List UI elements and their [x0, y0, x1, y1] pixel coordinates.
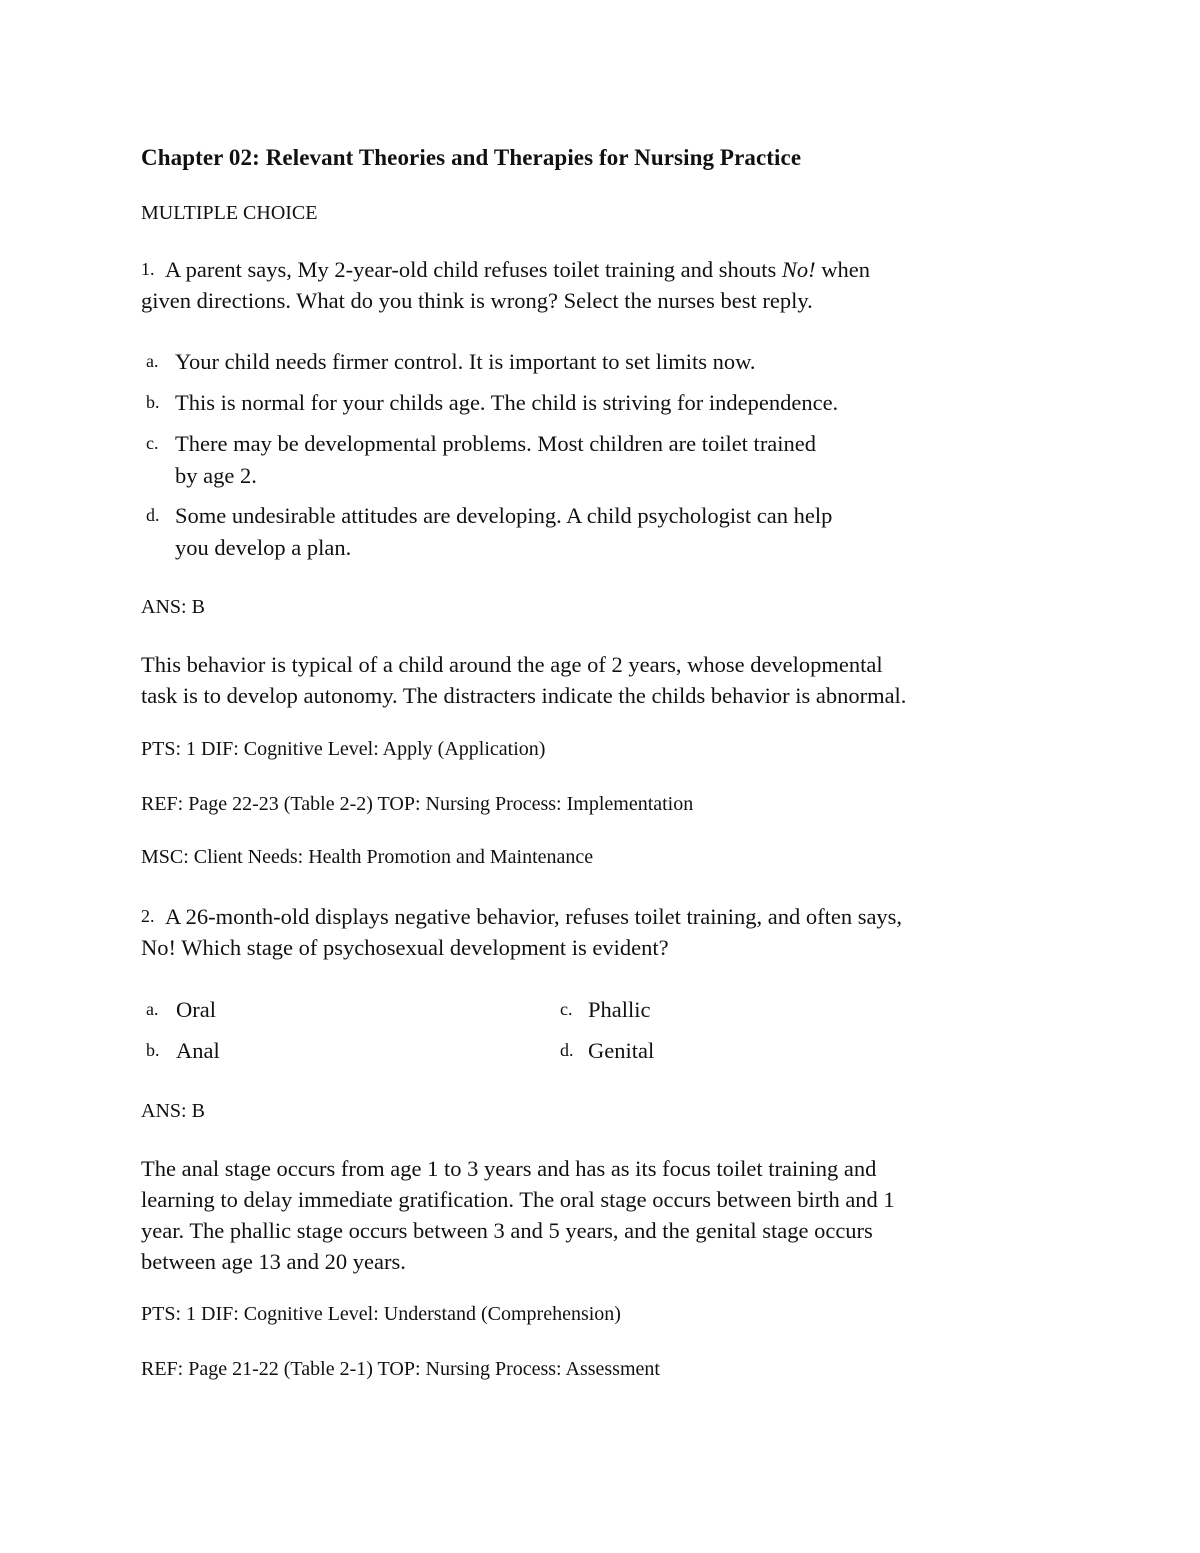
question-number: 2.: [141, 906, 155, 926]
rationale-line: year. The phallic stage occurs between 3 and 5 years, and the genital stage occurs: [141, 1218, 873, 1243]
section-heading: MULTIPLE CHOICE: [141, 202, 318, 224]
question-stem-text: A parent says, My 2-year-old child refuses toilet training and shouts: [165, 257, 782, 282]
option-text-continued: you develop a plan.: [175, 535, 352, 560]
option-letter: c.: [560, 999, 573, 1019]
option-letter: b.: [146, 1040, 160, 1060]
option-letter: a.: [146, 351, 159, 371]
rationale-line: The anal stage occurs from age 1 to 3 years and has as its focus toilet training and: [141, 1156, 877, 1181]
reference-topic: REF: Page 21-22 (Table 2-1) TOP: Nursing Process: Assessment: [141, 1358, 660, 1380]
option-letter: d.: [560, 1040, 574, 1060]
reference-topic: REF: Page 22-23 (Table 2-2) TOP: Nursing Process: Implementation: [141, 793, 694, 815]
rationale-line: learning to delay immediate gratification. The oral stage occurs between birth and 1: [141, 1187, 895, 1212]
option-text: Some undesirable attitudes are developing. A child psychologist can help: [175, 503, 833, 528]
option-letter: c.: [146, 433, 159, 453]
rationale-line: task is to develop autonomy. The distracters indicate the childs behavior is abnormal.: [141, 683, 907, 708]
option-letter: d.: [146, 505, 160, 525]
question-stem-text: when: [815, 257, 871, 282]
question-stem-line: No! Which stage of psychosexual development is evident?: [141, 935, 669, 960]
rationale-line: between age 13 and 20 years.: [141, 1249, 406, 1274]
option-text: Oral: [176, 997, 216, 1022]
question-stem-line: [165, 254, 870, 286]
option-text: Phallic: [588, 997, 651, 1022]
option-text: Your child needs firmer control. It is important to set limits now.: [175, 349, 756, 374]
question-number: 1.: [141, 259, 155, 279]
client-needs: MSC: Client Needs: Health Promotion and Maintenance: [141, 846, 594, 868]
question-stem-emphasis: No!: [781, 257, 816, 282]
chapter-title: Chapter 02: Relevant Theories and Therapies for Nursing Practice: [141, 145, 802, 170]
option-letter: a.: [146, 999, 159, 1019]
option-text: This is normal for your childs age. The child is striving for independence.: [175, 390, 839, 415]
option-text: There may be developmental problems. Most children are toilet trained: [175, 431, 817, 456]
question-stem-line: A 26-month-old displays negative behavior, refuses toilet training, and often says,: [165, 904, 903, 929]
option-letter: b.: [146, 392, 160, 412]
points-difficulty: PTS: 1 DIF: Cognitive Level: Understand (Comprehension): [141, 1303, 621, 1325]
answer-key: ANS: B: [141, 596, 205, 618]
question-stem-line: given directions. What do you think is wrong? Select the nurses best reply.: [141, 288, 813, 313]
points-difficulty: PTS: 1 DIF: Cognitive Level: Apply (Application): [141, 738, 546, 760]
option-text: Anal: [176, 1038, 220, 1063]
option-text-continued: by age 2.: [175, 463, 257, 488]
option-text: Genital: [588, 1038, 655, 1063]
answer-key: ANS: B: [141, 1100, 205, 1122]
rationale-line: This behavior is typical of a child around the age of 2 years, whose developmental: [141, 652, 883, 677]
